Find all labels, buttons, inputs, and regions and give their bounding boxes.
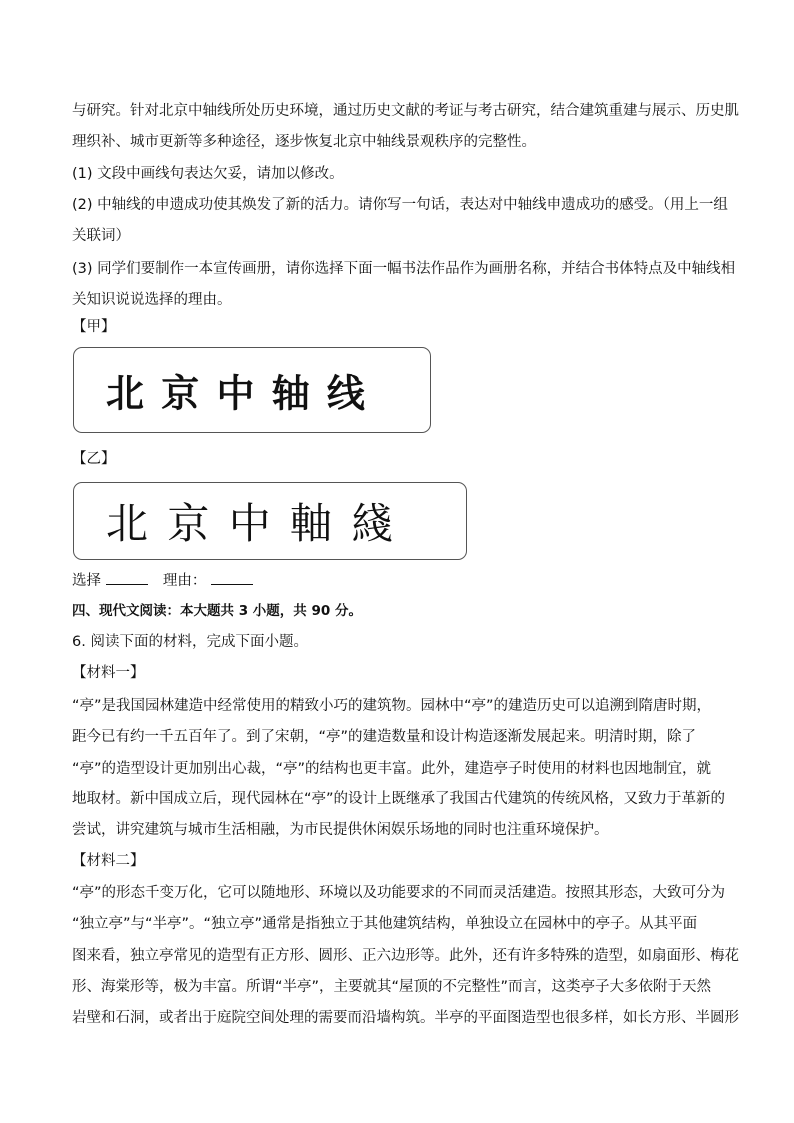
choose-label: 选择 [72,573,101,589]
material2-line: 岩壁和石洞，或者出于庭院空间处理的需要而沿墙构筑。半亭的平面图造型也很多样，如长方形、半圆形 [72,1010,739,1026]
calligraphy-yi-box [73,482,467,560]
calligraphy-yi-text: 北 京 中 軸 綫 [106,499,397,548]
material1-line: 尝试，讲究建筑与城市生活相融，为市民提供休闲娱乐场地的同时也注重环境保护。 [72,822,609,838]
calligraphy-jia-text: 北 京 中 轴 线 [106,371,367,416]
calligraphy-label-yi: 【乙】 [72,451,116,467]
question-6: 6. 阅读下面的材料，完成下面小题。 [72,634,308,650]
material2-line: 图来看，独立亭常见的造型有正方形、圆形、正六边形等。此外，还有许多特殊的造型，如扇面形、梅花 [72,948,739,964]
material2-line: “亭”的形态千变万化，它可以随地形、环境以及功能要求的不同而灵活建造。按照其形态，大致可分为 [72,885,726,901]
section-heading: 四、现代文阅读：本大题共 3 小题，共 90 分。 [72,603,362,619]
choose-blank[interactable] [106,570,148,585]
material2-line: 形、海棠形等，极为丰富。所谓“半亭”，主要就其“屋顶的不完整性”而言，这类亭子大多依附于天然 [72,979,712,995]
question-2-cont: 关联词） [72,228,130,244]
question-1: (1) 文段中画线句表达欠妥，请加以修改。 [72,166,344,182]
material1-line: 距今已有约一千五百年了。到了宋朝，“亭”的建造数量和设计构造逐渐发展起来。明清时期，除了 [72,729,697,745]
question-3-cont: 关知识说说选择的理由。 [72,292,232,308]
calligraphy-label-jia: 【甲】 [72,319,116,335]
material1-line: 地取材。新中国成立后，现代园林在“亭”的设计上既继承了我国古代建筑的传统风格，又致力于革新的 [72,791,726,807]
material1-line: “亭”的造型设计更加别出心裁，“亭”的结构也更丰富。此外，建造亭子时使用的材料也因地制宜，就 [72,761,712,777]
material1-label: 【材料一】 [72,665,145,681]
material2-label: 【材料二】 [72,853,145,869]
reason-blank[interactable] [211,570,253,585]
calligraphy-jia-box [73,347,431,433]
question-3: (3) 同学们要制作一本宣传画册，请你选择下面一幅书法作品作为画册名称，并结合书体特点及中轴线相 [72,261,736,277]
answer-line [72,570,253,591]
passage-line: 理织补、城市更新等多种途径，逐步恢复北京中轴线景观秩序的完整性。 [72,134,536,150]
question-2: (2) 中轴线的申遗成功使其焕发了新的活力。请你写一句话，表达对中轴线申遗成功的感受。（用上一组 [72,197,728,213]
reason-label: 理由： [162,573,207,589]
material2-line: “独立亭”与“半亭”。“独立亭”通常是指独立于其他建筑结构，单独设立在园林中的亭子。从其平面 [72,916,698,932]
passage-line: 与研究。针对北京中轴线所处历史环境，通过历史文献的考证与考古研究，结合建筑重建与展示、历史肌 [72,103,739,119]
material1-line: “亭”是我国园林建造中经常使用的精致小巧的建筑物。园林中“亭”的建造历史可以追溯到隋唐时期， [72,698,712,714]
